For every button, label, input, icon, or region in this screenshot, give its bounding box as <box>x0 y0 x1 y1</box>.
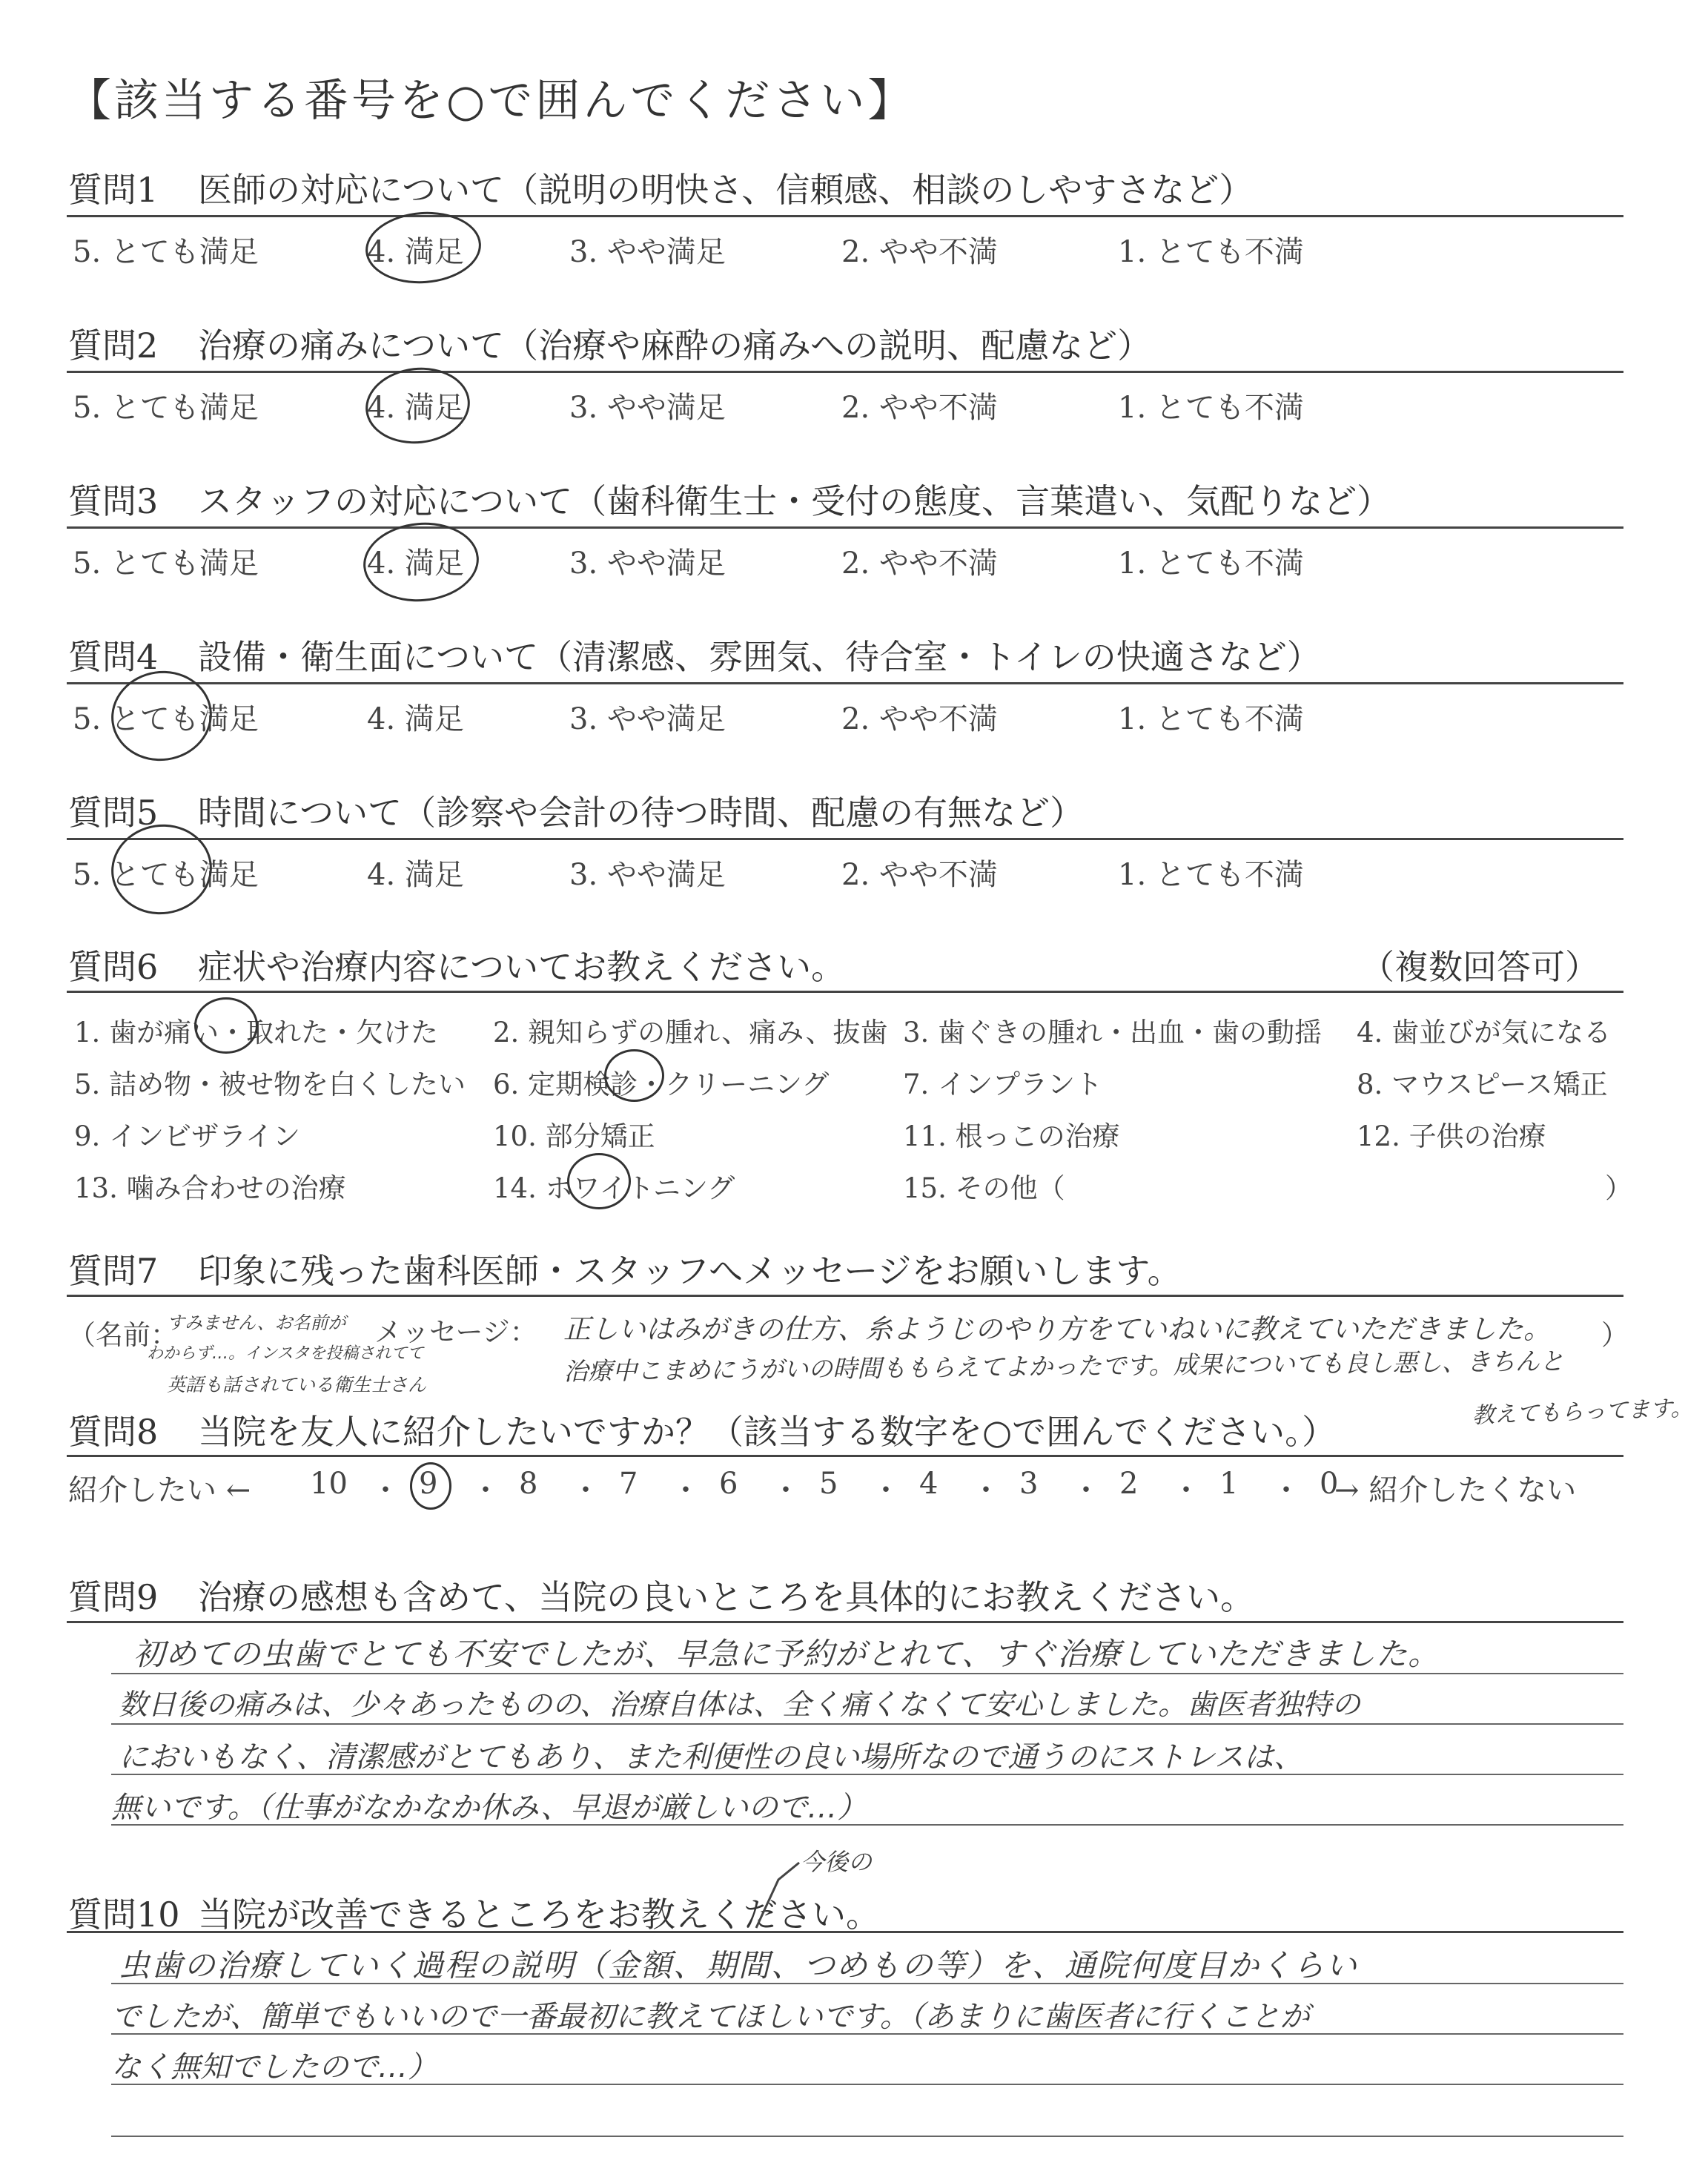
q8-scale-separator: ・ <box>571 1473 600 1507</box>
question-5-text: 時間について（診察や会計の待つ時間、配慮の有無など） <box>198 793 1085 833</box>
q6-option-11[interactable]: 11. 根っこの治療 <box>903 1120 1120 1152</box>
question-6-note: （複数回答可） <box>1360 947 1599 987</box>
q6-option-3[interactable]: 3. 歯ぐきの腫れ・出血・歯の動揺 <box>903 1017 1323 1048</box>
question-2-text: 治療の痛みについて（治療や麻酔の痛みへの説明、配慮など） <box>198 326 1152 366</box>
question-6-text: 症状や治療内容についてお教えください。 <box>198 947 846 987</box>
q6-option-8[interactable]: 8. マウスピース矯正 <box>1357 1069 1608 1100</box>
q10-answer-line-2: でしたが、簡単でもいいので一番最初に教えてほしいです。（あまりに歯医者に行くことが <box>111 2000 1310 2034</box>
q6-option-14[interactable]: 14. ホワイトニング <box>493 1172 735 1204</box>
q6-option-12[interactable]: 12. 子供の治療 <box>1357 1120 1546 1152</box>
q9-answer-line-2: 数日後の痛みは、少々あったものの、治療自体は、全く痛くなくて安心しました。歯医者独特の <box>119 1688 1361 1722</box>
question-3-text: スタッフの対応について（歯科衛生士・受付の態度、言葉遣い、気配りなど） <box>198 481 1391 521</box>
q7-message-hand-3: 教えてもらってます。 <box>1472 1395 1693 1429</box>
q4-option-5[interactable]: 5. とても満足 <box>73 702 259 736</box>
q2-option-1[interactable]: 1. とても不満 <box>1118 391 1304 425</box>
question-8-text: 当院を友人に紹介したいですか？（該当する数字を○で囲んでください。） <box>198 1412 1337 1452</box>
q8-right-label: → 紹介したくない <box>1334 1473 1577 1507</box>
q8-scale-separator: ・ <box>371 1473 400 1507</box>
q10-answer-line-1: 虫歯の治療していく過程の説明（金額、期間、つめもの等）を、通院何度目かくらい <box>119 1947 1359 1984</box>
q8-scale-value[interactable]: 0 <box>1320 1467 1339 1501</box>
q1-option-3[interactable]: 3. やや満足 <box>569 235 726 269</box>
q8-scale-separator: ・ <box>871 1473 901 1507</box>
q6-option-6[interactable]: 6. 定期検診・クリーニング <box>493 1069 830 1100</box>
q6-option-9[interactable]: 9. インビザライン <box>74 1120 300 1152</box>
q1-option-4[interactable]: 4. 満足 <box>367 235 464 269</box>
q2-option-3[interactable]: 3. やや満足 <box>569 391 726 425</box>
question-4-number: 質問4 <box>68 637 159 677</box>
q2-option-4[interactable]: 4. 満足 <box>367 391 464 425</box>
q6-option-7[interactable]: 7. インプラント <box>903 1069 1103 1100</box>
q8-scale-separator: ・ <box>471 1473 500 1507</box>
q8-scale-separator: ・ <box>971 1473 1001 1507</box>
q3-option-2[interactable]: 2. やや不満 <box>841 546 998 581</box>
question-1-text: 医師の対応について（説明の明快さ、信頼感、相談のしやすさなど） <box>198 170 1254 210</box>
page-title: 【該当する番号を○で囲んでください】 <box>67 75 916 127</box>
q7-name-hand-3: 英語も話されている衛生士さん <box>167 1374 427 1396</box>
question-3-number: 質問3 <box>68 481 159 521</box>
q4-option-4[interactable]: 4. 満足 <box>367 702 464 736</box>
question-2-number: 質問2 <box>68 326 159 366</box>
question-6-number: 質問6 <box>68 947 159 987</box>
q3-option-3[interactable]: 3. やや満足 <box>569 546 726 581</box>
question-1-number: 質問1 <box>68 170 159 210</box>
question-5-number: 質問5 <box>68 793 159 833</box>
q3-option-1[interactable]: 1. とても不満 <box>1118 546 1304 581</box>
question-9-text: 治療の感想も含めて、当院の良いところを具体的にお教えください。 <box>198 1577 1255 1617</box>
q7-name-hand-2: わからず…。インスタを投稿されてて <box>147 1344 424 1363</box>
q4-option-1[interactable]: 1. とても不満 <box>1118 702 1304 736</box>
q8-scale-value[interactable]: 3 <box>1019 1467 1039 1501</box>
q5-option-5[interactable]: 5. とても満足 <box>73 858 259 892</box>
question-8-number: 質問8 <box>68 1412 159 1452</box>
q7-message-hand-2: 治療中こまめにうがいの時間ももらえてよかったです。成果についても良し悪し、きちんと <box>563 1346 1565 1386</box>
q8-scale-value[interactable]: 9 <box>419 1467 438 1501</box>
q10-insert-text: 今後の <box>801 1848 873 1876</box>
q7-name-label: （名前： <box>68 1319 178 1351</box>
q1-option-2[interactable]: 2. やや不満 <box>841 235 998 269</box>
q8-scale-value[interactable]: 1 <box>1219 1467 1239 1501</box>
q6-option-13[interactable]: 13. 噛み合わせの治療 <box>74 1172 346 1204</box>
q8-left-label: 紹介したい ← <box>68 1473 251 1507</box>
q1-option-1[interactable]: 1. とても不満 <box>1118 235 1304 269</box>
q8-scale-value[interactable]: 4 <box>919 1467 939 1501</box>
question-7-text: 印象に残った歯科医師・スタッフへメッセージをお願いします。 <box>198 1251 1182 1291</box>
q7-close-paren: ） <box>1601 1319 1629 1351</box>
question-4-text: 設備・衛生面について（清潔感、雰囲気、待合室・トイレの快適さなど） <box>198 637 1321 677</box>
q8-scale-separator: ・ <box>1171 1473 1201 1507</box>
q8-scale-separator: ・ <box>771 1473 801 1507</box>
q7-message-hand-1: 正しいはみがきの仕方、糸ようじのやり方をていねいに教えていただきました。 <box>563 1313 1551 1345</box>
q2-option-5[interactable]: 5. とても満足 <box>73 391 259 425</box>
q5-option-3[interactable]: 3. やや満足 <box>569 858 726 892</box>
q7-name-hand-1: すみません、お名前が <box>167 1312 346 1333</box>
q5-option-1[interactable]: 1. とても不満 <box>1118 858 1304 892</box>
q1-option-5[interactable]: 5. とても満足 <box>73 235 259 269</box>
q6-option-2[interactable]: 2. 親知らずの腫れ、痛み、抜歯 <box>493 1017 888 1048</box>
q2-option-2[interactable]: 2. やや不満 <box>841 391 998 425</box>
q6-option-1[interactable]: 1. 歯が痛い・取れた・欠けた <box>74 1017 439 1048</box>
q4-option-2[interactable]: 2. やや不満 <box>841 702 998 736</box>
question-9-number: 質問9 <box>68 1577 159 1617</box>
q8-scale-value[interactable]: 7 <box>619 1467 638 1501</box>
q7-message-label: メッセージ： <box>374 1316 537 1348</box>
q6-option-10[interactable]: 10. 部分矯正 <box>493 1120 655 1152</box>
q10-answer-line-3: なく無知でしたので…） <box>111 2050 437 2084</box>
q3-option-4[interactable]: 4. 満足 <box>367 546 464 581</box>
q5-option-2[interactable]: 2. やや不満 <box>841 858 998 892</box>
q6-option-15[interactable]: 15. その他（ <box>903 1172 1065 1204</box>
q8-scale-value[interactable]: 2 <box>1119 1467 1139 1501</box>
q6-option-15-close: ） <box>1605 1172 1632 1204</box>
q8-scale-separator: ・ <box>671 1473 701 1507</box>
q6-option-5[interactable]: 5. 詰め物・被せ物を白くしたい <box>74 1069 466 1100</box>
q6-option-4[interactable]: 4. 歯並びが気になる <box>1357 1017 1612 1048</box>
q8-scale-value[interactable]: 10 <box>310 1467 348 1501</box>
question-10-text: 当院が改善できるところをお教えください。 <box>198 1895 880 1935</box>
q9-answer-line-3: においもなく、清潔感がとてもあり、また利便性の良い場所なので通うのにストレスは、 <box>119 1740 1303 1774</box>
q8-scale-separator: ・ <box>1271 1473 1301 1507</box>
q8-scale-value[interactable]: 8 <box>519 1467 538 1501</box>
q8-scale-separator: ・ <box>1071 1473 1101 1507</box>
q8-scale-value[interactable]: 5 <box>819 1467 838 1501</box>
q9-answer-line-1: 初めての虫歯でとても不安でしたが、早急に予約がとれて、すぐ治療していただきました。 <box>133 1636 1440 1672</box>
q3-option-5[interactable]: 5. とても満足 <box>73 546 259 581</box>
q9-answer-line-4: 無いです。（仕事がなかなか休み、早退が厳しいので…） <box>111 1791 867 1825</box>
q5-option-4[interactable]: 4. 満足 <box>367 858 464 892</box>
q8-scale-value[interactable]: 6 <box>719 1467 738 1501</box>
q4-option-3[interactable]: 3. やや満足 <box>569 702 726 736</box>
question-10-number: 質問10 <box>68 1895 180 1935</box>
question-7-number: 質問7 <box>68 1251 159 1291</box>
